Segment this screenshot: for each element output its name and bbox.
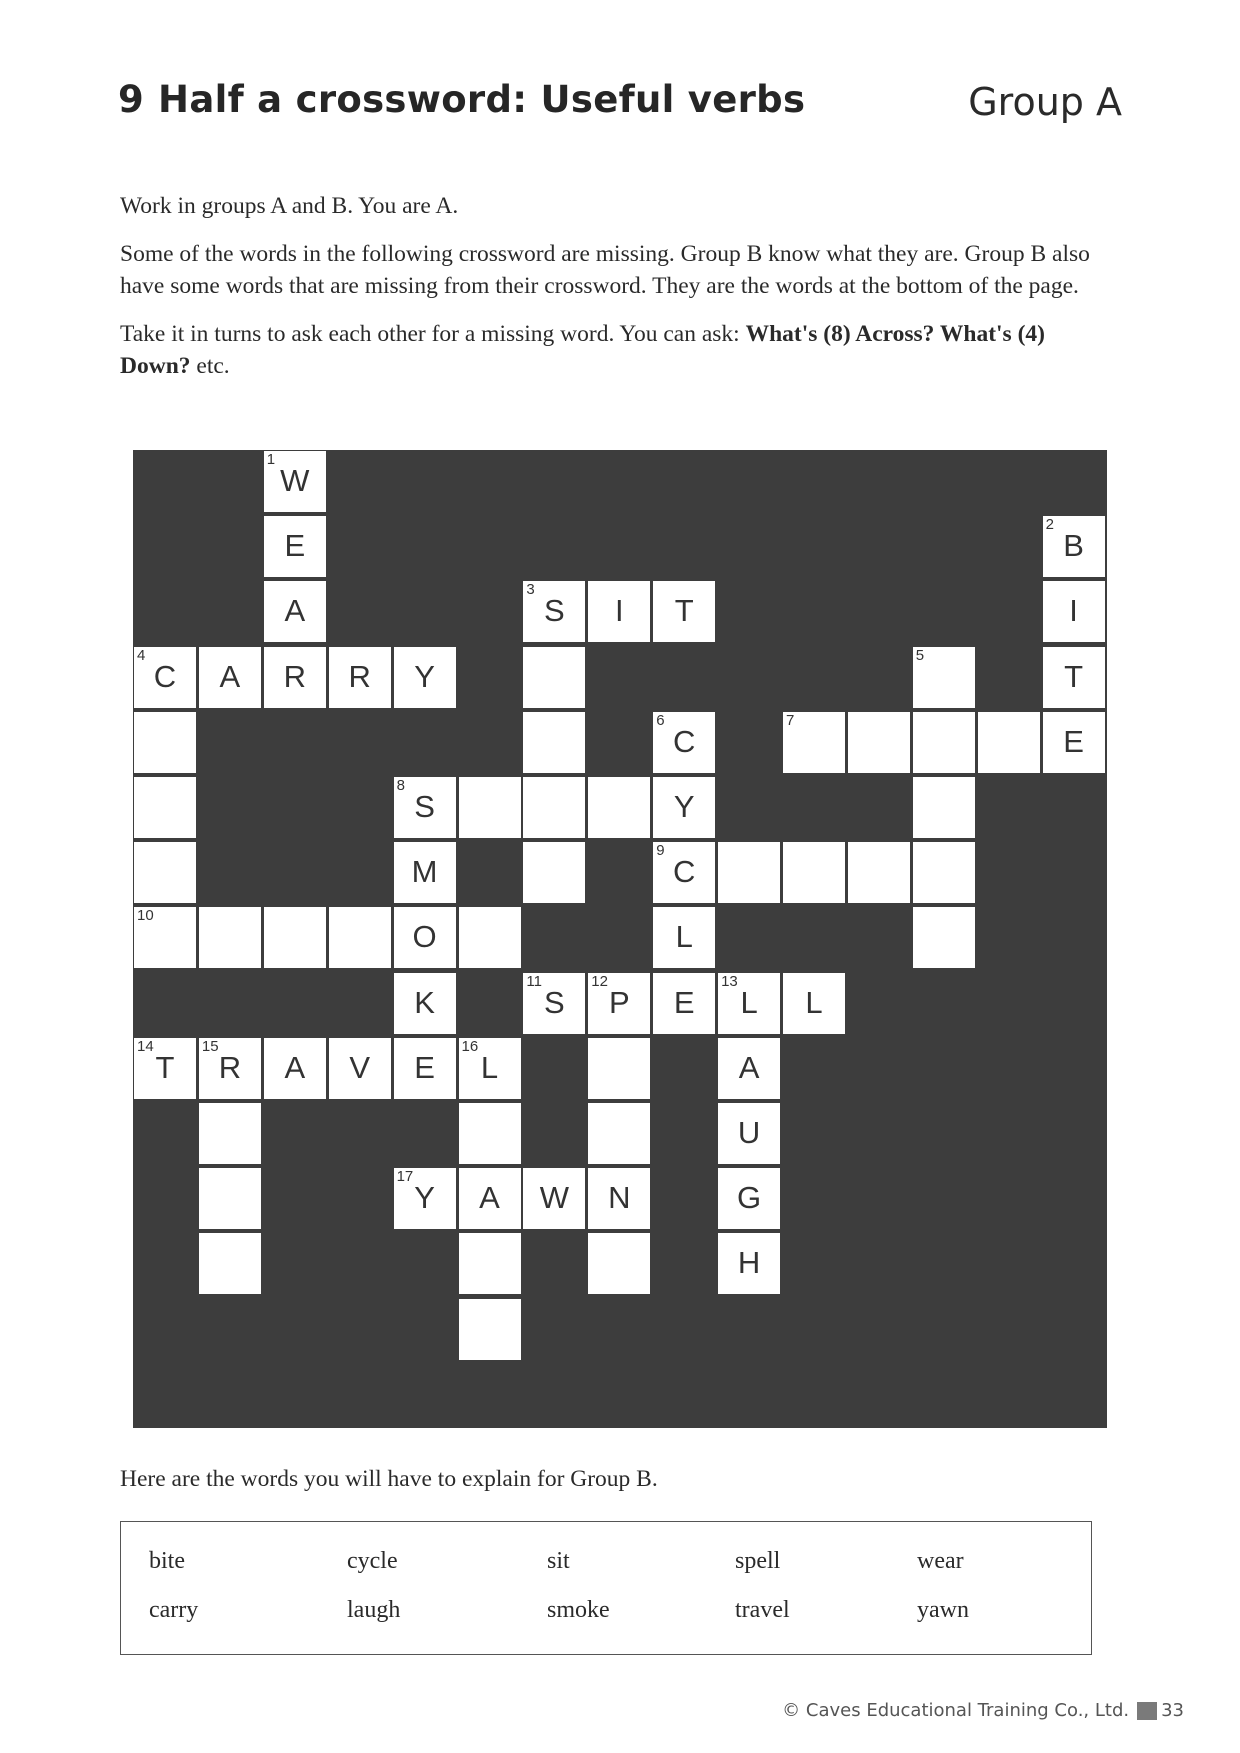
instruction-tail: etc. bbox=[190, 353, 230, 379]
crossword-cell bbox=[133, 776, 197, 839]
cell-letter: R bbox=[283, 658, 306, 694]
cell-letter: H bbox=[737, 1245, 761, 1281]
crossword-cell bbox=[393, 906, 457, 969]
instruction-paragraph-2: Some of the words in the following crossword are missing. Group B know what they are. Group B also have some words that are missing from their crossword. They are the words at the bottom of the page. bbox=[120, 241, 1090, 299]
crossword-cell bbox=[652, 580, 716, 643]
crossword-cell bbox=[587, 1232, 651, 1295]
cell-letter: C bbox=[672, 723, 696, 759]
crossword-cell bbox=[263, 450, 327, 513]
crossword-cell bbox=[458, 1232, 522, 1295]
clue-number: 6 bbox=[656, 711, 665, 729]
crossword-cell bbox=[1042, 515, 1106, 578]
cell-letter: R bbox=[348, 658, 371, 694]
cell-letter: T bbox=[674, 593, 694, 629]
instruction-text: Take it in turns to ask each other for a missing word. You can ask: bbox=[120, 321, 746, 347]
cell-letter: L bbox=[740, 984, 758, 1020]
crossword-grid bbox=[133, 450, 1107, 1428]
crossword-cell bbox=[652, 776, 716, 839]
crossword-cell bbox=[393, 841, 457, 904]
crossword-cell bbox=[587, 776, 651, 839]
crossword-cell bbox=[133, 646, 197, 709]
crossword-cell bbox=[522, 646, 586, 709]
crossword-cell bbox=[912, 646, 976, 709]
cell-letter: E bbox=[414, 1049, 435, 1085]
word-item: smoke bbox=[547, 1597, 610, 1623]
crossword-cell bbox=[198, 646, 262, 709]
page-number: 33 bbox=[1161, 1700, 1184, 1721]
crossword-cell bbox=[458, 906, 522, 969]
crossword-cell bbox=[1042, 711, 1106, 774]
cell-letter: A bbox=[738, 1049, 760, 1085]
cell-letter: M bbox=[411, 854, 438, 890]
word-item: yawn bbox=[917, 1597, 969, 1623]
crossword-cell bbox=[587, 580, 651, 643]
crossword-cell bbox=[717, 1167, 781, 1230]
word-list-box bbox=[120, 1521, 1092, 1655]
crossword-cell bbox=[522, 580, 586, 643]
cell-letter: K bbox=[414, 984, 435, 1020]
clue-number: 11 bbox=[526, 972, 542, 990]
clue-number: 10 bbox=[137, 907, 154, 925]
crossword-cell bbox=[847, 711, 911, 774]
cell-letter: S bbox=[544, 984, 565, 1020]
cell-letter: Y bbox=[414, 1180, 435, 1216]
page-title bbox=[118, 78, 805, 121]
cell-letter: C bbox=[153, 658, 177, 694]
crossword-cell bbox=[133, 906, 197, 969]
crossword-cell bbox=[263, 646, 327, 709]
crossword-cell bbox=[587, 1037, 651, 1100]
crossword-cell bbox=[587, 1167, 651, 1230]
cell-letter: T bbox=[1064, 658, 1084, 694]
clue-number: 9 bbox=[656, 842, 665, 860]
crossword-cell bbox=[782, 841, 846, 904]
words-intro: Here are the words you will have to explain for Group B. bbox=[120, 1466, 658, 1492]
crossword-cell bbox=[1042, 646, 1106, 709]
cell-letter: Y bbox=[673, 789, 695, 824]
crossword-cell bbox=[782, 972, 846, 1035]
cell-letter: L bbox=[805, 984, 823, 1020]
cell-letter: N bbox=[608, 1180, 631, 1216]
crossword-cell bbox=[912, 776, 976, 839]
word-item: spell bbox=[735, 1548, 781, 1574]
group-label: Group A bbox=[968, 80, 1122, 124]
crossword-cell bbox=[522, 776, 586, 839]
crossword-cell bbox=[522, 1167, 586, 1230]
crossword-cell bbox=[522, 972, 586, 1035]
word-item: cycle bbox=[347, 1548, 398, 1574]
cell-letter: P bbox=[608, 984, 630, 1020]
crossword-cell bbox=[263, 906, 327, 969]
crossword-cell bbox=[133, 841, 197, 904]
cell-letter: V bbox=[349, 1049, 371, 1085]
clue-number: 2 bbox=[1045, 516, 1054, 534]
instructions bbox=[120, 190, 1120, 398]
clue-number: 12 bbox=[591, 972, 608, 990]
clue-number: 8 bbox=[396, 777, 405, 794]
word-item: carry bbox=[149, 1597, 199, 1623]
cell-letter: S bbox=[414, 789, 435, 824]
clue-number: 4 bbox=[137, 646, 146, 664]
cell-letter: U bbox=[737, 1115, 761, 1150]
exercise-title: Half a crossword: Useful verbs bbox=[158, 78, 806, 121]
cell-letter: L bbox=[480, 1049, 499, 1085]
exercise-number: 9 bbox=[118, 78, 145, 121]
crossword-cell bbox=[198, 1167, 262, 1230]
crossword-cell bbox=[198, 1102, 262, 1165]
crossword-cell bbox=[393, 972, 457, 1035]
crossword-cell bbox=[393, 1037, 457, 1100]
crossword-cell bbox=[133, 711, 197, 774]
instruction-example-questions: What's (8) Across? What's (4) Down? bbox=[120, 321, 1045, 379]
cell-letter: S bbox=[544, 593, 565, 629]
crossword-cell bbox=[912, 841, 976, 904]
cell-letter: L bbox=[675, 919, 693, 955]
crossword-cell bbox=[912, 711, 976, 774]
crossword-cell bbox=[263, 580, 327, 643]
cell-letter: T bbox=[155, 1049, 175, 1085]
copyright-text: © Caves Educational Training Co., Ltd. bbox=[782, 1700, 1130, 1721]
crossword-cell bbox=[522, 711, 586, 774]
crossword-cell bbox=[393, 776, 457, 839]
crossword-cell bbox=[458, 1167, 522, 1230]
crossword-cell bbox=[977, 711, 1041, 774]
crossword-cell bbox=[263, 515, 327, 578]
crossword-cell bbox=[263, 1037, 327, 1100]
crossword-cell bbox=[1042, 580, 1106, 643]
clue-number: 3 bbox=[526, 581, 535, 599]
clue-number: 13 bbox=[721, 972, 738, 990]
crossword-cell bbox=[652, 841, 716, 904]
cell-letter: R bbox=[218, 1049, 242, 1085]
cell-letter: W bbox=[280, 463, 310, 498]
clue-number: 16 bbox=[461, 1037, 479, 1055]
clue-number: 5 bbox=[915, 646, 925, 664]
crossword-cell bbox=[458, 776, 522, 839]
clue-number: 14 bbox=[137, 1037, 154, 1055]
cell-letter: C bbox=[672, 854, 696, 890]
crossword-cell bbox=[717, 841, 781, 904]
instruction-paragraph-1: Work in groups A and B. You are A. bbox=[120, 193, 459, 219]
crossword-cell bbox=[328, 646, 392, 709]
word-item: laugh bbox=[347, 1597, 401, 1623]
page-marker-square bbox=[1137, 1702, 1157, 1720]
crossword-cell bbox=[717, 1037, 781, 1100]
crossword-cell bbox=[587, 1102, 651, 1165]
cell-letter: A bbox=[219, 658, 241, 694]
cell-letter: W bbox=[539, 1180, 570, 1216]
word-item: sit bbox=[547, 1548, 570, 1574]
cell-letter: G bbox=[737, 1180, 762, 1216]
crossword-cell bbox=[458, 1298, 522, 1361]
instruction-paragraph-3 bbox=[120, 318, 1120, 382]
cell-letter: E bbox=[284, 528, 306, 564]
clue-number: 1 bbox=[266, 451, 276, 468]
clue-number: 7 bbox=[786, 711, 795, 729]
cell-letter: I bbox=[1069, 593, 1078, 629]
crossword-cell bbox=[458, 1037, 522, 1100]
cell-letter: I bbox=[614, 593, 624, 629]
crossword-cell bbox=[393, 646, 457, 709]
word-item: travel bbox=[735, 1597, 790, 1623]
crossword-cell bbox=[717, 972, 781, 1035]
crossword-cell bbox=[328, 1037, 392, 1100]
crossword-cell bbox=[652, 906, 716, 969]
cell-letter: E bbox=[1063, 723, 1084, 759]
crossword-cell bbox=[328, 906, 392, 969]
word-item: bite bbox=[149, 1548, 185, 1574]
crossword-cell bbox=[393, 1167, 457, 1230]
clue-number: 17 bbox=[396, 1168, 414, 1186]
crossword-cell bbox=[912, 906, 976, 969]
crossword-cell bbox=[522, 841, 586, 904]
crossword-cell bbox=[847, 841, 911, 904]
cell-letter: A bbox=[284, 593, 306, 629]
cell-letter: E bbox=[673, 984, 695, 1020]
crossword-cell bbox=[652, 972, 716, 1035]
crossword-cell bbox=[133, 1037, 197, 1100]
crossword-cell bbox=[587, 972, 651, 1035]
crossword-cell bbox=[782, 711, 846, 774]
cell-letter: A bbox=[284, 1049, 306, 1085]
cell-letter: B bbox=[1063, 528, 1084, 564]
crossword-cell bbox=[717, 1232, 781, 1295]
crossword-cell bbox=[458, 1102, 522, 1165]
crossword-cell bbox=[198, 906, 262, 969]
cell-letter: Y bbox=[414, 658, 435, 694]
word-item: wear bbox=[917, 1548, 964, 1574]
cell-letter: O bbox=[412, 919, 437, 955]
crossword-cell bbox=[198, 1232, 262, 1295]
crossword-cell bbox=[198, 1037, 262, 1100]
cell-letter: A bbox=[479, 1180, 500, 1216]
crossword-cell bbox=[652, 711, 716, 774]
clue-number: 15 bbox=[201, 1037, 219, 1055]
crossword-cell bbox=[717, 1102, 781, 1165]
page-footer bbox=[782, 1700, 1184, 1721]
